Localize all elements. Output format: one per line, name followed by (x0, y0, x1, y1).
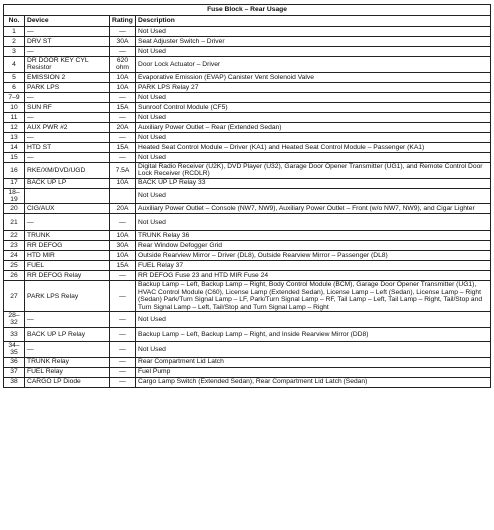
table-row (4, 261, 491, 271)
cell-no: 27 (4, 281, 25, 312)
cell-description: Evaporative Emission (EVAP) Canister Vent Solenoid Valve (136, 72, 491, 82)
cell-no: 33 (4, 327, 25, 341)
cell-description: Cargo Lamp Switch (Extended Sedan), Rear Compartment Lid Latch (Sedan) (136, 377, 491, 387)
cell-rating: — (110, 27, 136, 37)
cell-device: BACK UP LP (25, 178, 110, 188)
cell-rating: — (110, 367, 136, 377)
cell-rating: — (110, 341, 136, 357)
cell-no: 15 (4, 152, 25, 162)
cell-no: 16 (4, 162, 25, 178)
table-row (4, 367, 491, 377)
cell-description: Sunroof Control Module (CF5) (136, 102, 491, 112)
cell-description: Not Used (136, 112, 491, 122)
table-row (4, 57, 491, 73)
cell-description: Backup Lamp – Left, Backup Lamp – Right, and Inside Rearview Mirror (DD8) (136, 327, 491, 341)
cell-device: — (25, 47, 110, 57)
cell-no: 18–19 (4, 188, 25, 204)
cell-device: FUEL (25, 261, 110, 271)
table-row (4, 162, 491, 178)
cell-rating: — (110, 112, 136, 122)
table-row (4, 112, 491, 122)
cell-no: 1 (4, 27, 25, 37)
cell-rating: — (110, 312, 136, 328)
cell-rating: — (110, 327, 136, 341)
table-row (4, 47, 491, 57)
cell-device: SUN RF (25, 102, 110, 112)
cell-no: 17 (4, 178, 25, 188)
cell-no: 26 (4, 271, 25, 281)
cell-device: — (25, 152, 110, 162)
cell-description: PARK LPS Relay 27 (136, 82, 491, 92)
cell-device: — (25, 112, 110, 122)
fuse-block-table (3, 4, 491, 388)
table-row (4, 241, 491, 251)
cell-no: 21 (4, 214, 25, 231)
table-row (4, 281, 491, 312)
column-header-description: Description (136, 16, 491, 27)
cell-rating: 10A (110, 72, 136, 82)
cell-rating: — (110, 132, 136, 142)
cell-device: BACK UP LP Relay (25, 327, 110, 341)
cell-rating: 20A (110, 122, 136, 132)
table-row (4, 27, 491, 37)
cell-description: Rear Window Defogger Grid (136, 241, 491, 251)
cell-rating (110, 188, 136, 204)
cell-device: CIG/AUX (25, 204, 110, 214)
table-row (4, 271, 491, 281)
cell-no: 11 (4, 112, 25, 122)
cell-description: Not Used (136, 341, 491, 357)
cell-no: 12 (4, 122, 25, 132)
cell-description: BACK UP LP Relay 33 (136, 178, 491, 188)
cell-description: Outside Rearview Mirror – Driver (DL8), Outside Rearview Mirror – Passenger (DL8) (136, 251, 491, 261)
table-row (4, 251, 491, 261)
cell-device: — (25, 27, 110, 37)
cell-rating: 30A (110, 37, 136, 47)
cell-rating: — (110, 377, 136, 387)
cell-no: 23 (4, 241, 25, 251)
table-row (4, 72, 491, 82)
cell-description: Not Used (136, 312, 491, 328)
cell-no: 14 (4, 142, 25, 152)
cell-device: PARK LPS (25, 82, 110, 92)
cell-description: Not Used (136, 92, 491, 102)
cell-device: — (25, 312, 110, 328)
table-row (4, 82, 491, 92)
cell-description: Door Lock Actuator – Driver (136, 57, 491, 73)
cell-no: 13 (4, 132, 25, 142)
cell-device: FUEL Relay (25, 367, 110, 377)
cell-no: 3 (4, 47, 25, 57)
cell-device: DR DOOR KEY CYL Resistor (25, 57, 110, 73)
cell-rating: 7.5A (110, 162, 136, 178)
column-header-device: Device (25, 16, 110, 27)
cell-description: FUEL Relay 37 (136, 261, 491, 271)
cell-device: RR DEFOG Relay (25, 271, 110, 281)
cell-rating: — (110, 152, 136, 162)
table-row (4, 312, 491, 328)
table-row (4, 188, 491, 204)
table-row (4, 102, 491, 112)
cell-description: Not Used (136, 47, 491, 57)
cell-device (25, 188, 110, 204)
cell-device: CARGO LP Diode (25, 377, 110, 387)
cell-description: Backup Lamp – Left, Backup Lamp – Right, Body Control Module (BCM), Garage Door Opener Transmitter (UG1), HVAC Control Module (C60), License Lamp (Extended Sedan), License Lamp – Left (Sedan), License Lamp – Right (Sedan) Park/Turn Signal Lamp – LF, Park/Turn Signal Lamp – RF, Tail Lamp – Left, Tail Lamp – Right, Tail/Stop and Turn Signal Lamp – Left, Tail/Stop and Turn Signal Lamp – Right (136, 281, 491, 312)
cell-device: DRV ST (25, 37, 110, 47)
cell-device: — (25, 92, 110, 102)
cell-description: Fuel Pump (136, 367, 491, 377)
cell-no: 6 (4, 82, 25, 92)
table-row (4, 132, 491, 142)
table-row (4, 92, 491, 102)
cell-device: — (25, 341, 110, 357)
cell-no: 24 (4, 251, 25, 261)
cell-device: TRUNK (25, 231, 110, 241)
cell-rating: 10A (110, 82, 136, 92)
table-row (4, 377, 491, 387)
table-row (4, 327, 491, 341)
cell-description: Heated Seat Control Module – Driver (KA1) and Heated Seat Control Module – Passenger (KA1) (136, 142, 491, 152)
table-row (4, 357, 491, 367)
cell-rating: — (110, 92, 136, 102)
cell-no: 5 (4, 72, 25, 82)
table-row (4, 122, 491, 132)
cell-no: 34–35 (4, 341, 25, 357)
table-row (4, 341, 491, 357)
cell-rating: 620 ohm (110, 57, 136, 73)
cell-description: Seat Adjuster Switch – Driver (136, 37, 491, 47)
cell-rating: 30A (110, 241, 136, 251)
cell-device: PARK LPS Relay (25, 281, 110, 312)
cell-description: TRUNK Relay 36 (136, 231, 491, 241)
cell-device: EMISSION 2 (25, 72, 110, 82)
cell-rating: — (110, 271, 136, 281)
cell-description: Auxiliary Power Outlet – Console (NW7, NW9), Auxiliary Power Outlet – Front (w/o NW7, NW9), and Cigar Lighter (136, 204, 491, 214)
table-row (4, 152, 491, 162)
cell-no: 25 (4, 261, 25, 271)
cell-no: 28–32 (4, 312, 25, 328)
cell-device: AUX PWR #2 (25, 122, 110, 132)
cell-rating: — (110, 47, 136, 57)
table-title: Fuse Block – Rear Usage (4, 5, 491, 16)
cell-rating: 10A (110, 178, 136, 188)
cell-no: 2 (4, 37, 25, 47)
cell-description: Auxiliary Power Outlet – Rear (Extended Sedan) (136, 122, 491, 132)
table-row (4, 204, 491, 214)
cell-no: 20 (4, 204, 25, 214)
cell-device: — (25, 214, 110, 231)
cell-device: RR DEFOG (25, 241, 110, 251)
cell-no: 38 (4, 377, 25, 387)
table-row (4, 37, 491, 47)
cell-no: 7–9 (4, 92, 25, 102)
cell-description: RR DEFOG Fuse 23 and HTD MIR Fuse 24 (136, 271, 491, 281)
table-row (4, 178, 491, 188)
cell-description: Not Used (136, 132, 491, 142)
cell-description: Not Used (136, 214, 491, 231)
cell-no: 22 (4, 231, 25, 241)
fuse-table-container (3, 4, 490, 388)
column-header-no: No. (4, 16, 25, 27)
cell-description: Not Used (136, 27, 491, 37)
cell-rating: 10A (110, 251, 136, 261)
cell-no: 10 (4, 102, 25, 112)
cell-rating: 20A (110, 204, 136, 214)
cell-rating: — (110, 214, 136, 231)
cell-description: Rear Compartment Lid Latch (136, 357, 491, 367)
cell-rating: — (110, 281, 136, 312)
cell-description: Not Used (136, 188, 491, 204)
table-row (4, 214, 491, 231)
cell-no: 4 (4, 57, 25, 73)
cell-description: Not Used (136, 152, 491, 162)
table-body (4, 27, 491, 388)
table-row (4, 231, 491, 241)
cell-rating: 15A (110, 102, 136, 112)
cell-device: RKE/XM/DVD/UGD (25, 162, 110, 178)
table-row (4, 142, 491, 152)
cell-rating: 15A (110, 142, 136, 152)
cell-device: TRUNK Relay (25, 357, 110, 367)
cell-description: Digital Radio Receiver (U2K), DVD Player (U32), Garage Door Opener Transmitter (UG1), and Remote Control Door Lock Receiver (RCDLR) (136, 162, 491, 178)
cell-rating: 15A (110, 261, 136, 271)
cell-rating: 10A (110, 231, 136, 241)
column-header-rating: Rating (110, 16, 136, 27)
cell-rating: — (110, 357, 136, 367)
cell-no: 36 (4, 357, 25, 367)
cell-device: HTD ST (25, 142, 110, 152)
cell-no: 37 (4, 367, 25, 377)
cell-device: HTD MIR (25, 251, 110, 261)
cell-device: — (25, 132, 110, 142)
